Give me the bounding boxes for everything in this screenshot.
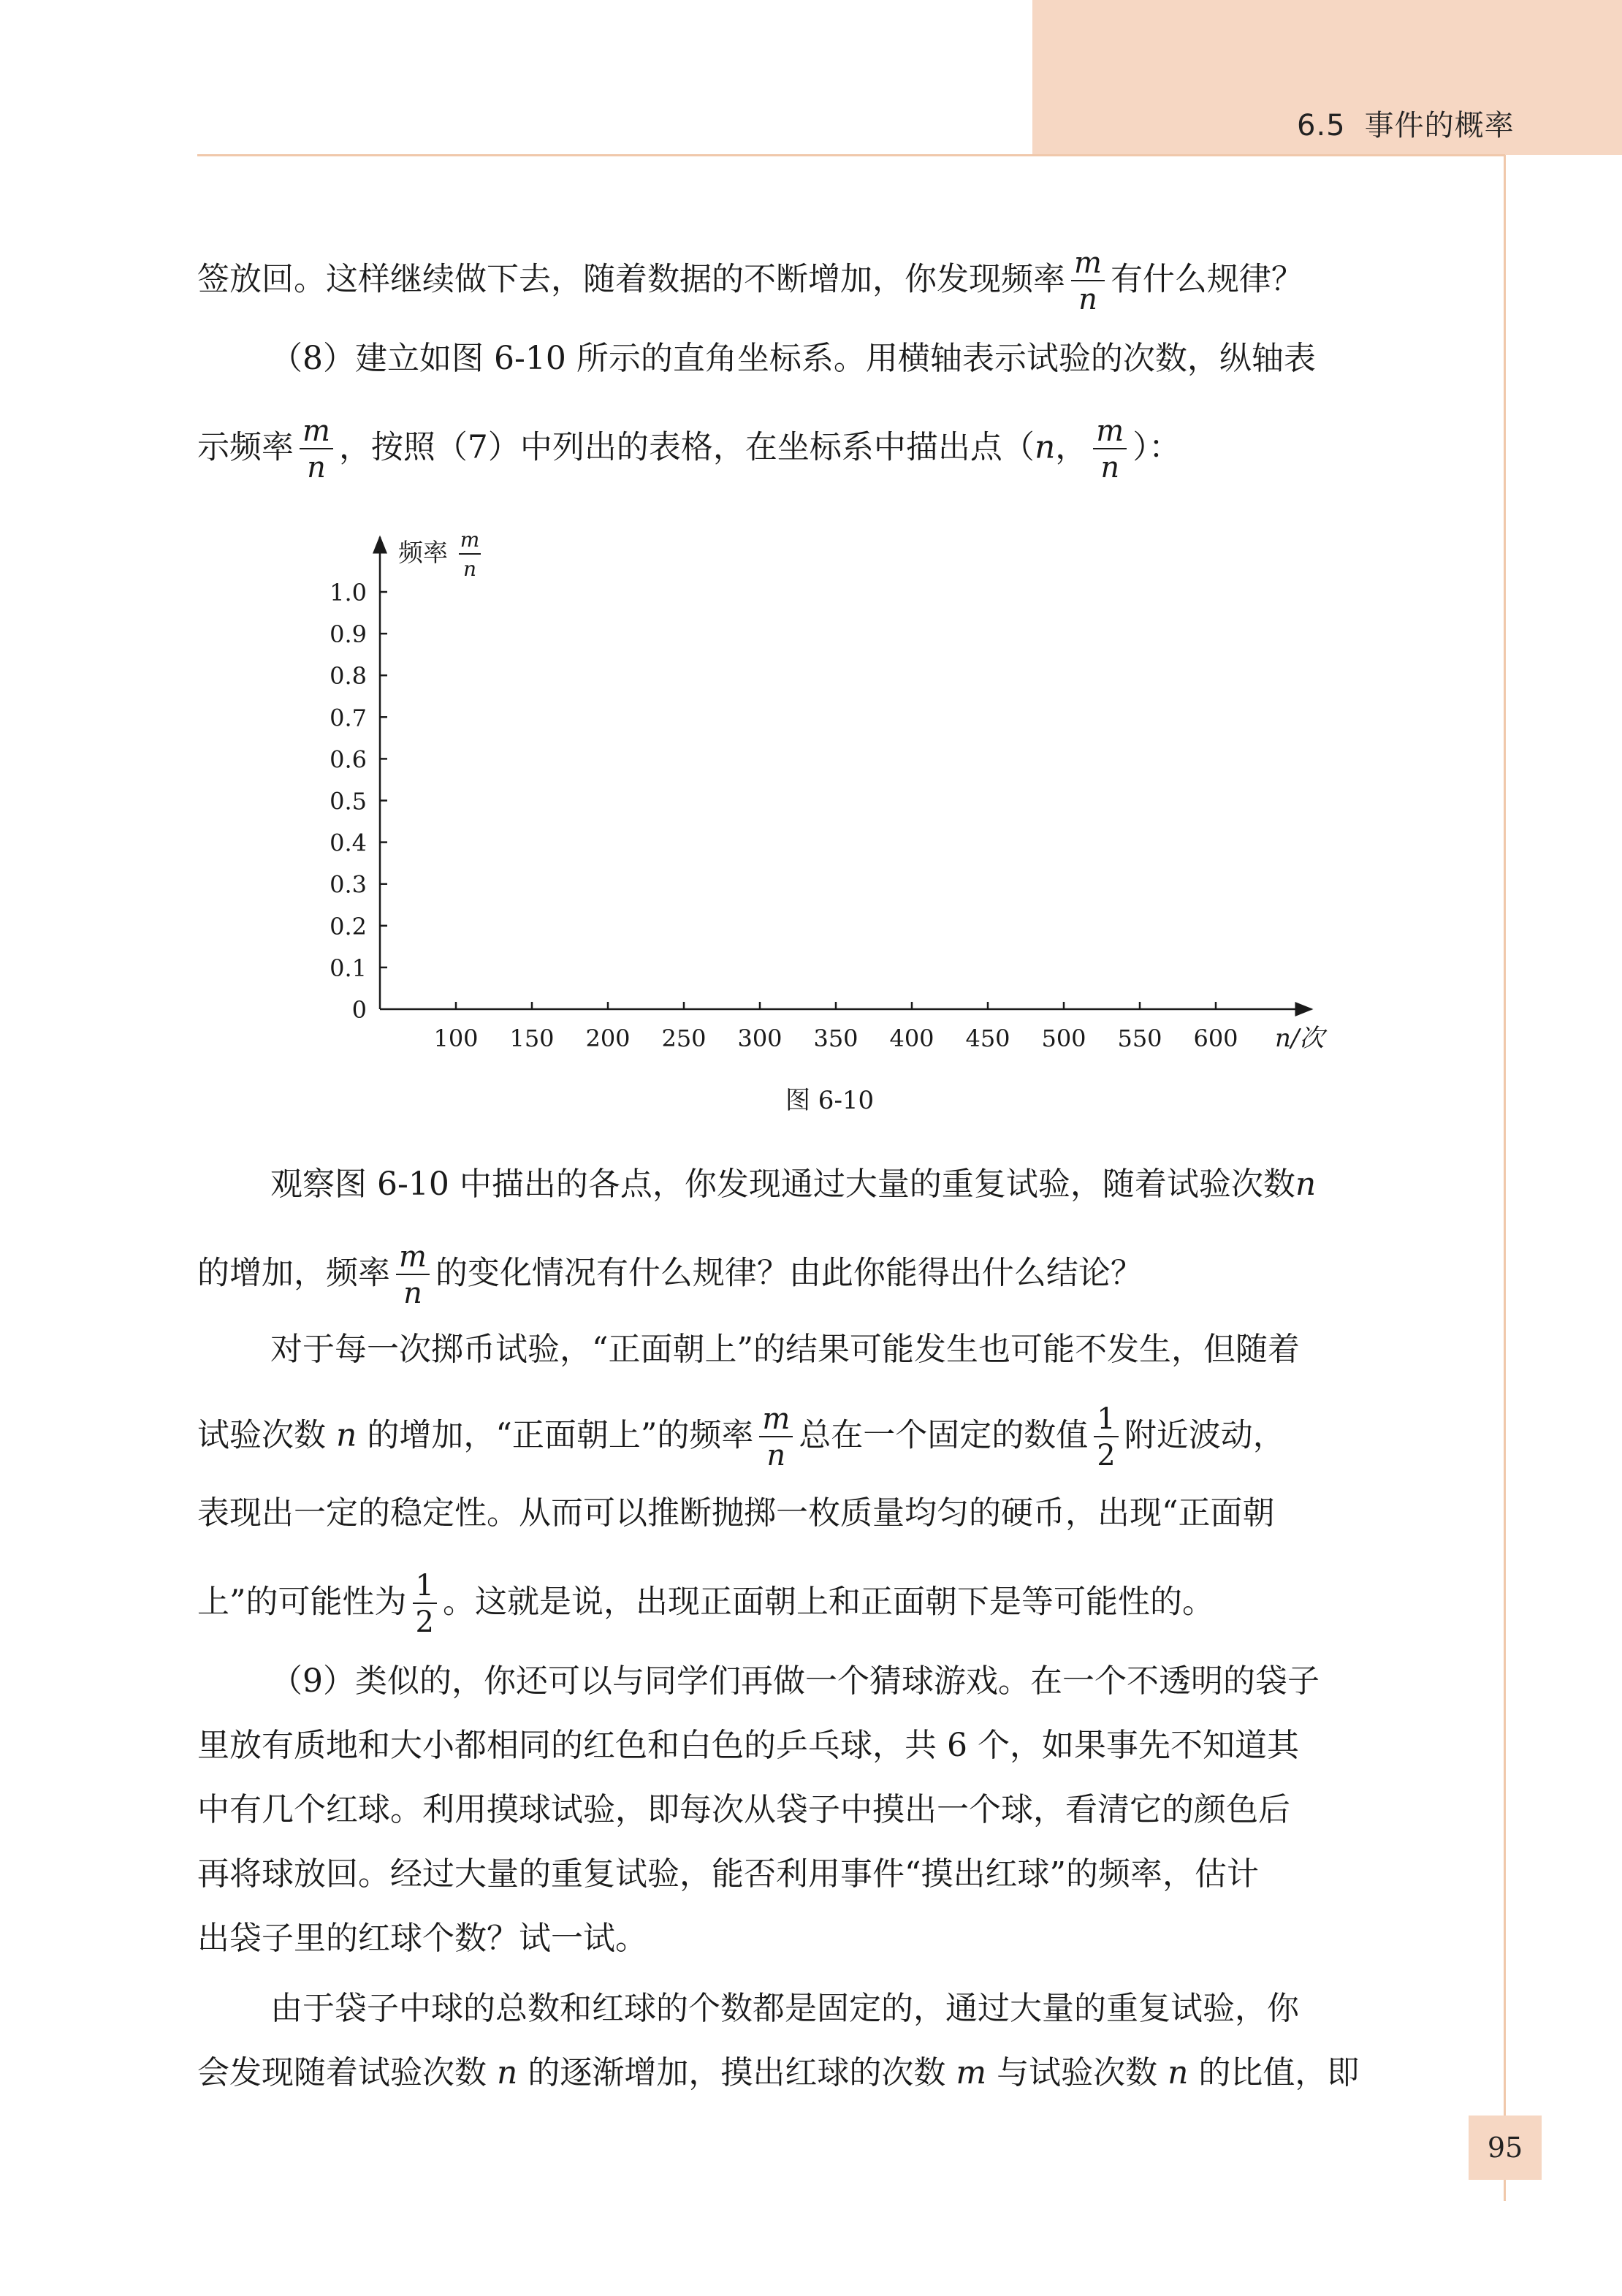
x-tick-label: 150 — [509, 1025, 555, 1052]
fraction-denominator: 2 — [415, 1605, 434, 1639]
paragraph-line — [197, 1492, 1469, 1534]
y-axis-label: 频率 — [398, 539, 448, 568]
y-tick-label: 0.5 — [330, 787, 367, 816]
text: 签放回。这样继续做下去，随着数据的不断增加，你发现频率 — [197, 260, 1065, 298]
paragraph-line — [270, 1660, 1542, 1702]
text: 与试验次数 — [997, 2054, 1158, 2091]
fraction-denominator: n — [766, 1439, 786, 1472]
text: 上”的可能性为 — [197, 1583, 407, 1621]
text: ， — [1055, 428, 1088, 466]
paragraph-line — [197, 2052, 1469, 2094]
section-title: 事件的概率 — [1364, 109, 1515, 142]
figure-caption: 图 6-10 — [785, 1086, 875, 1115]
fraction-numerator: m — [396, 1242, 430, 1275]
y-tick-label: 0.8 — [330, 662, 367, 691]
fraction-m-over-n — [759, 1404, 793, 1470]
y-axis-label-fraction-denominator: n — [462, 557, 477, 581]
fraction-numerator: m — [1093, 417, 1127, 449]
text: 会发现随着试验次数 — [197, 2054, 487, 2091]
y-tick-label: 0.1 — [330, 954, 367, 982]
text: ）： — [1132, 428, 1181, 466]
text: 中有几个红球。利用摸球试验，即每次从袋子中摸出一个球，看清它的颜色后 — [197, 1791, 1290, 1828]
y-axis-label-fraction-numerator: m — [460, 528, 480, 552]
x-tick-label: 350 — [813, 1025, 858, 1052]
x-tick-label: 100 — [433, 1025, 479, 1052]
fraction-numerator: 1 — [1094, 1404, 1118, 1437]
text: 的变化情况有什么规律？由此你能得出什么结论？ — [435, 1254, 1143, 1292]
section-number: 6.5 — [1297, 109, 1346, 142]
y-tick-label: 1.0 — [330, 579, 367, 607]
text: 有什么规律？ — [1110, 260, 1303, 298]
fraction-one-half — [413, 1571, 437, 1637]
paragraph-line — [197, 1853, 1469, 1895]
paragraph-line — [197, 1571, 1469, 1637]
text: 附近波动， — [1124, 1416, 1285, 1454]
fraction-numerator: m — [759, 1404, 793, 1437]
fraction-denominator: 2 — [1097, 1439, 1116, 1472]
text: 里放有质地和大小都相同的红色和白色的乒乓球，共 6 个，如果事先不知道其 — [197, 1727, 1299, 1764]
text: 对于每一次掷币试验，“正面朝上”的结果可能发生也可能不发生，但随着 — [270, 1331, 1300, 1368]
variable-n: n — [497, 2054, 518, 2091]
x-tick-label: 400 — [889, 1025, 934, 1052]
text: 的增加，“正面朝上”的频率 — [367, 1416, 754, 1454]
coordinate-chart — [0, 0, 1622, 1140]
paragraph-line — [197, 1917, 1469, 1959]
y-tick-label: 0.4 — [330, 829, 367, 857]
text: 观察图 6-10 中描出的各点，你发现通过大量的重复试验，随着试验次数 — [270, 1166, 1295, 1203]
fraction-m-over-n — [396, 1242, 430, 1308]
x-axis-label: n/次 — [1275, 1024, 1325, 1053]
variable-n: n — [1295, 1166, 1317, 1203]
text: 总在一个固定的数值 — [799, 1416, 1089, 1454]
text: ，按照（7）中列出的表格，在坐标系中描出点（ — [338, 428, 1035, 466]
paragraph-line — [197, 1789, 1469, 1831]
page-number: 95 — [1469, 2116, 1542, 2180]
y-tick-label: 0 — [351, 996, 367, 1024]
y-tick-label: 0.9 — [330, 620, 367, 649]
paragraph-line — [270, 1163, 1542, 1205]
x-tick-label: 250 — [661, 1025, 707, 1052]
fraction-denominator: n — [1100, 451, 1120, 484]
y-tick-label: 0.3 — [330, 870, 367, 899]
variable-n: n — [336, 1416, 357, 1454]
paragraph-line — [197, 1725, 1469, 1766]
fraction-numerator: m — [300, 417, 333, 449]
text: （9）类似的，你还可以与同学们再做一个猜球游戏。在一个不透明的袋子 — [270, 1662, 1320, 1700]
text: 的逐渐增加，摸出红球的次数 — [528, 2054, 946, 2091]
x-tick-label: 600 — [1193, 1025, 1238, 1052]
y-tick-label: 0.7 — [330, 704, 367, 732]
paragraph-line — [270, 1328, 1542, 1370]
paragraph-line — [270, 1988, 1542, 2029]
text: 的增加，频率 — [197, 1254, 390, 1292]
x-tick-label: 300 — [737, 1025, 783, 1052]
variable-m: m — [956, 2054, 987, 2091]
text: 再将球放回。经过大量的重复试验，能否利用事件“摸出红球”的频率，估计 — [197, 1855, 1259, 1893]
text: 试验次数 — [197, 1416, 326, 1454]
x-tick-label: 500 — [1041, 1025, 1086, 1052]
y-tick-label: 0.2 — [330, 912, 367, 940]
fraction-denominator: n — [403, 1277, 422, 1310]
x-tick-label: 200 — [585, 1025, 631, 1052]
x-tick-label: 550 — [1117, 1025, 1162, 1052]
text: 。这就是说，出现正面朝上和正面朝下是等可能性的。 — [442, 1583, 1214, 1621]
paragraph-line — [197, 1242, 1469, 1308]
fraction-denominator: n — [307, 451, 326, 484]
text: 出袋子里的红球个数？试一试。 — [197, 1920, 647, 1957]
paragraph-line — [197, 1404, 1469, 1470]
text: 示频率 — [197, 428, 294, 466]
variable-n: n — [1034, 428, 1056, 466]
variable-n: n — [1168, 2054, 1189, 2091]
text: （8）建立如图 6-10 所示的直角坐标系。用横轴表示试验的次数，纵轴表 — [270, 340, 1316, 377]
fraction-numerator: 1 — [413, 1571, 437, 1604]
text: 表现出一定的稳定性。从而可以推断抛掷一枚质量均匀的硬币，出现“正面朝 — [197, 1494, 1275, 1532]
text: 的比值，即 — [1198, 2054, 1360, 2091]
y-tick-label: 0.6 — [330, 745, 367, 774]
fraction-numerator: m — [1071, 248, 1105, 281]
fraction-denominator: n — [1078, 283, 1097, 316]
fraction-one-half — [1094, 1404, 1118, 1470]
x-tick-label: 450 — [965, 1025, 1010, 1052]
text: 由于袋子中球的总数和红球的个数都是固定的，通过大量的重复试验，你 — [270, 1990, 1299, 2027]
